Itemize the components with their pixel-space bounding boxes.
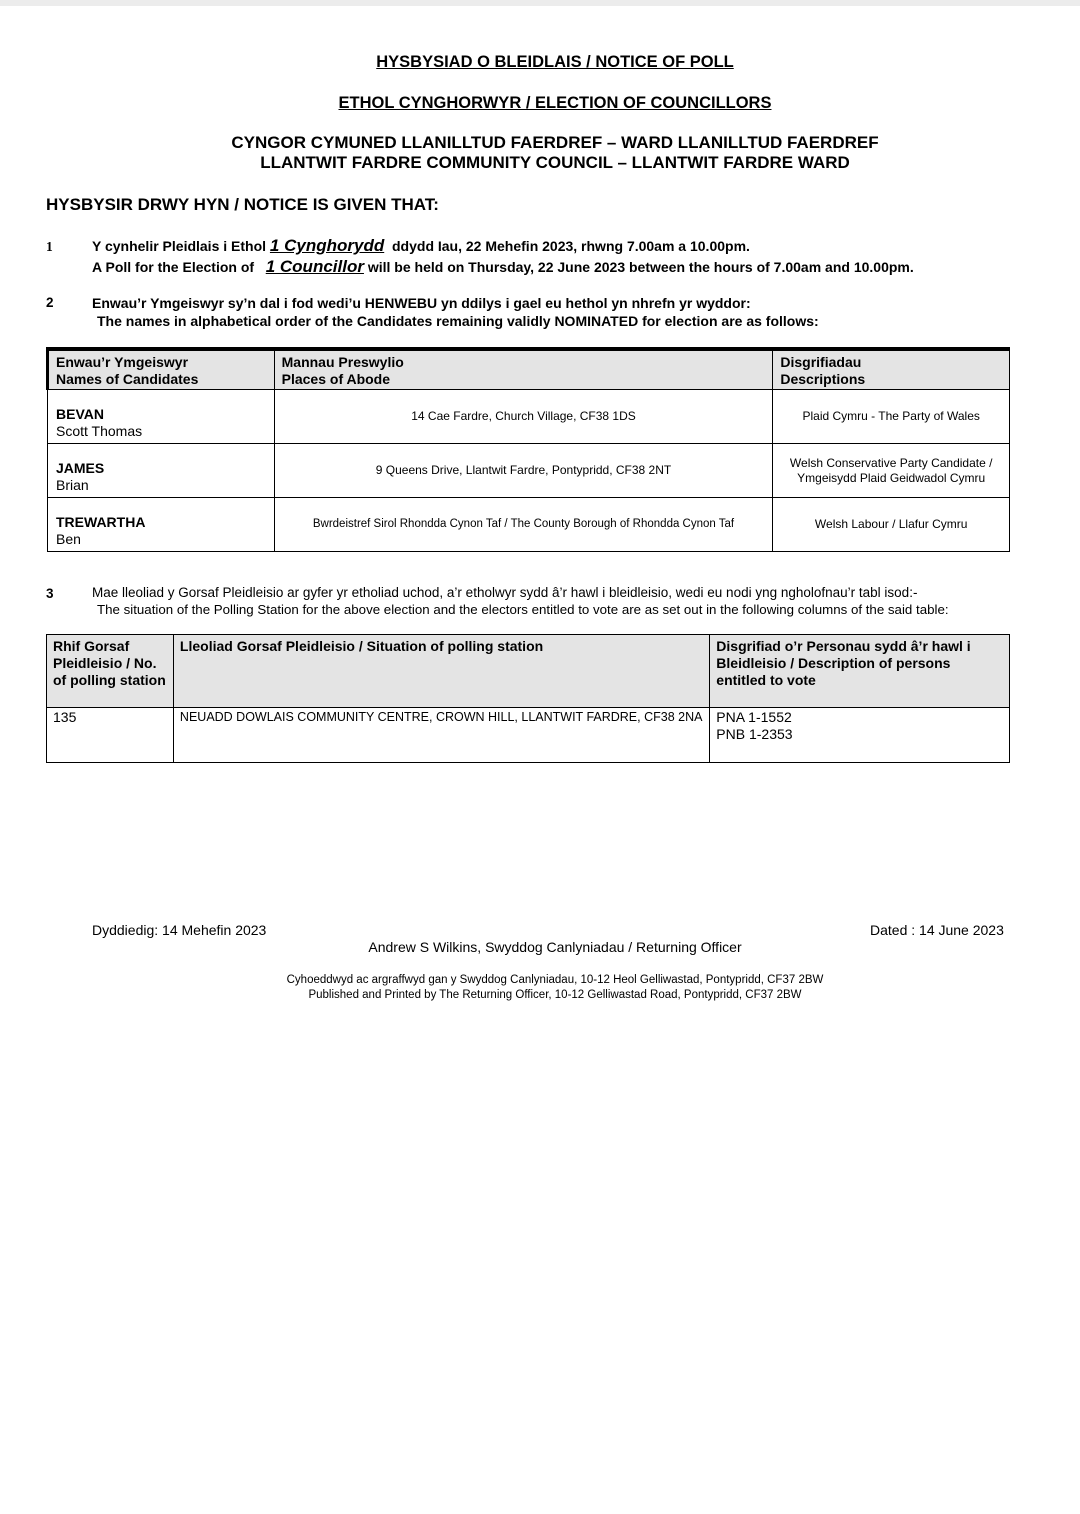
candidate-description: Welsh Conservative Party Candidate / Ymgeisydd Plaid Geidwadol Cymru	[773, 444, 1010, 498]
candidates-table	[46, 347, 1010, 552]
table-row	[48, 444, 1010, 498]
returning-officer: Andrew S Wilkins, Swyddog Canlyniadau / Returning Officer	[368, 939, 742, 955]
header-abode-english: Places of Abode	[281, 371, 391, 387]
header-station-number: Rhif Gorsaf Pleidleisio / No. of polling station	[47, 635, 174, 708]
header-descriptions-english: Descriptions	[780, 371, 866, 387]
candidates-header-row	[48, 349, 1010, 390]
candidate-abode: 9 Queens Drive, Llantwit Fardre, Pontypridd, CF38 2NT	[274, 444, 773, 498]
header-abode-welsh: Mannau Preswylio	[281, 354, 404, 370]
section-3-welsh: Mae lleoliad y Gorsaf Pleidleisio ar gyfer yr etholiad uchod, a’r etholwyr sydd â’r hawl i bleidleisio, wedi eu nodi yng ngholofnau’r tabl isod:-	[92, 585, 918, 600]
candidate-forenames: Brian	[56, 477, 89, 493]
candidate-surname: TREWARTHA	[56, 514, 146, 530]
council-title-welsh: CYNGOR CYMUNED LLANILLTUD FAERDREF – WARD LLANILLTUD FAERDREF	[231, 133, 879, 152]
section-1-number: 1	[46, 239, 53, 254]
published-welsh: Cyhoeddwyd ac argraffwyd gan y Swyddog Canlyniadau, 10-12 Heol Gelliwastad, Pontypridd, CF37 2BW	[286, 974, 824, 986]
section-1-welsh	[92, 236, 750, 256]
section-2-welsh: Enwau’r Ymgeiswyr sy’n dal i fod wedi’u HENWEBU yn ddilys i gael eu hethol yn nhrefn yr wyddor:	[92, 295, 751, 311]
polling-station-table	[46, 634, 1010, 763]
section-3-english: The situation of the Polling Station for the above election and the electors entitled to vote are as set out in the following columns of the said table:	[97, 602, 949, 617]
election-of-councillors-title: ETHOL CYNGHORWYR / ELECTION OF COUNCILLORS	[338, 94, 772, 112]
notice-given-heading: HYSBYSIR DRWY HYN / NOTICE IS GIVEN THAT:	[46, 195, 439, 214]
section-2-english: The names in alphabetical order of the Candidates remaining validly NOMINATED for election are as follows:	[97, 313, 819, 329]
candidate-surname: BEVAN	[56, 406, 104, 422]
table-row	[48, 390, 1010, 444]
candidate-abode: 14 Cae Fardre, Church Village, CF38 1DS	[274, 390, 773, 444]
table-row	[47, 708, 1010, 763]
published-english: Published and Printed by The Returning Officer, 10-12 Gelliwastad Road, Pontypridd, CF37 2BW	[308, 989, 802, 1001]
section-1-english-pre: A Poll for the Election of	[92, 259, 255, 275]
section-1-english	[92, 257, 914, 277]
entitled-persons	[710, 708, 1010, 763]
station-number: 135	[47, 708, 174, 763]
polling-header-row	[47, 635, 1010, 708]
notice-of-poll-title: HYSBYSIAD O BLEIDLAIS / NOTICE OF POLL	[376, 53, 734, 71]
station-situation: NEUADD DOWLAIS COMMUNITY CENTRE, CROWN HILL, LLANTWIT FARDRE, CF38 2NA	[173, 708, 709, 763]
candidate-name	[48, 444, 275, 498]
header-descriptions-welsh: Disgrifiadau	[780, 354, 862, 370]
header-abode	[274, 349, 773, 390]
viewer-top-bar	[0, 0, 1080, 6]
dated-english: Dated : 14 June 2023	[870, 922, 1004, 938]
candidate-description: Plaid Cymru - The Party of Wales	[773, 390, 1010, 444]
candidate-name	[48, 390, 275, 444]
section-1-english-post: will be held on Thursday, 22 June 2023 between the hours of 7.00am and 10.00pm.	[367, 259, 914, 275]
section-1-welsh-pre: Y cynhelir Pleidlais i Ethol	[92, 238, 267, 254]
section-1-welsh-post: ddydd Iau, 22 Mehefin 2023, rhwng 7.00am a 10.00pm.	[392, 238, 750, 254]
table-row	[48, 498, 1010, 552]
header-descriptions	[773, 349, 1010, 390]
candidate-name	[48, 498, 275, 552]
council-title-english: LLANTWIT FARDRE COMMUNITY COUNCIL – LLANTWIT FARDRE WARD	[260, 153, 850, 172]
candidate-forenames: Ben	[56, 531, 81, 547]
section-1-welsh-fill: 1 Cynghorydd	[269, 236, 385, 255]
header-names	[48, 349, 275, 390]
section-3-number: 3	[46, 586, 54, 601]
entitled-range: PNA 1-1552	[716, 709, 792, 725]
candidate-forenames: Scott Thomas	[56, 423, 143, 439]
candidate-abode: Bwrdeistref Sirol Rhondda Cynon Taf / The County Borough of Rhondda Cynon Taf	[274, 498, 773, 552]
dated-welsh: Dyddiedig: 14 Mehefin 2023	[92, 922, 267, 938]
candidate-surname: JAMES	[56, 460, 105, 476]
candidate-description: Welsh Labour / Llafur Cymru	[773, 498, 1010, 552]
entitled-range: PNB 1-2353	[716, 726, 793, 742]
section-2-number: 2	[46, 295, 54, 310]
header-station-situation: Lleoliad Gorsaf Pleidleisio / Situation of polling station	[173, 635, 709, 708]
header-entitled-persons: Disgrifiad o’r Personau sydd â’r hawl i Bleidleisio / Description of persons entitled to vote	[710, 635, 1010, 708]
header-names-english: Names of Candidates	[56, 371, 199, 387]
section-1-english-fill: 1 Councillor	[265, 257, 364, 276]
header-names-welsh: Enwau’r Ymgeiswyr	[56, 354, 189, 370]
